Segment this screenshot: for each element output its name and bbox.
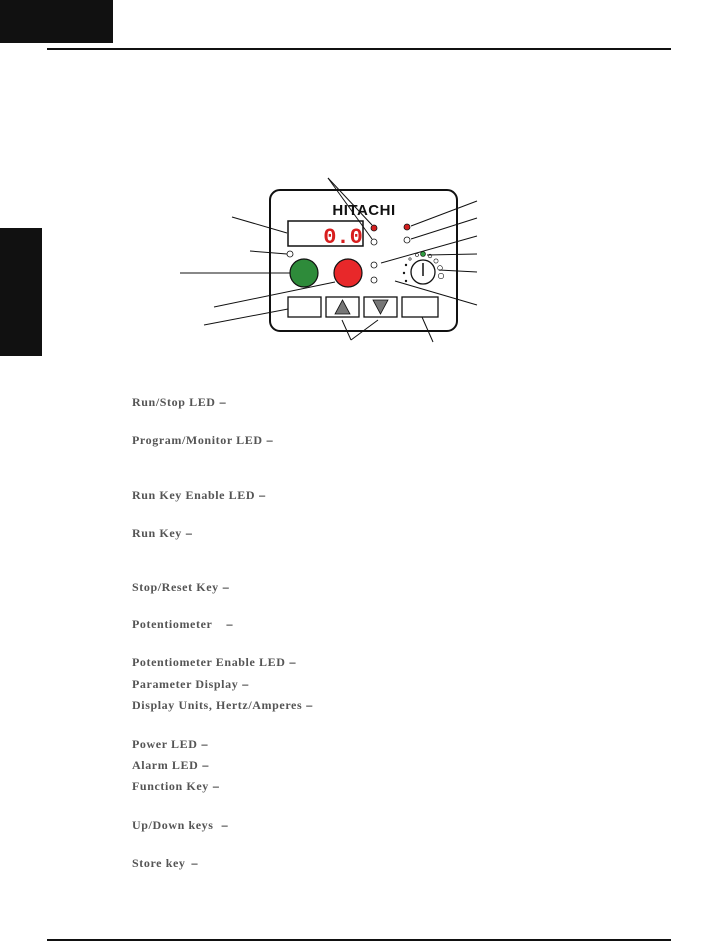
legend-item: Store key –	[132, 856, 199, 870]
legend-item: Potentiometer Enable LED –	[132, 655, 297, 669]
legend-item: Parameter Display –	[132, 677, 249, 691]
hertz-unit-led	[371, 262, 377, 268]
legend-item: Display Units, Hertz/Amperes –	[132, 698, 313, 712]
legend-item: Run Key Enable LED –	[132, 488, 266, 502]
legend-item: Up/Down keys –	[132, 818, 229, 832]
brand-logo: HITACHI	[332, 202, 396, 219]
legend-item: Alarm LED –	[132, 758, 210, 772]
function-key[interactable]	[288, 297, 321, 317]
keypad-diagram	[0, 0, 725, 360]
footer-rule	[47, 939, 671, 941]
run-stop-led	[371, 225, 377, 231]
alarm-led	[404, 237, 410, 243]
stop-reset-key[interactable]	[334, 259, 362, 287]
run-key[interactable]	[290, 259, 318, 287]
power-led	[404, 224, 410, 230]
display-value: 0.0	[323, 225, 363, 250]
store-key[interactable]	[402, 297, 438, 317]
legend-item: Stop/Reset Key –	[132, 580, 230, 594]
legend-item: Run/Stop LED –	[132, 395, 227, 409]
run-key-enable-led	[287, 251, 293, 257]
legend-item: Run Key –	[132, 526, 193, 540]
legend-item: Power LED –	[132, 737, 209, 751]
ampere-unit-led	[371, 277, 377, 283]
potentiometer-enable-led	[421, 252, 426, 257]
program-monitor-led	[371, 239, 377, 245]
legend-item: Program/Monitor LED –	[132, 433, 274, 447]
legend-item: Potentiometer –	[132, 617, 234, 631]
legend-item: Function Key –	[132, 779, 220, 793]
